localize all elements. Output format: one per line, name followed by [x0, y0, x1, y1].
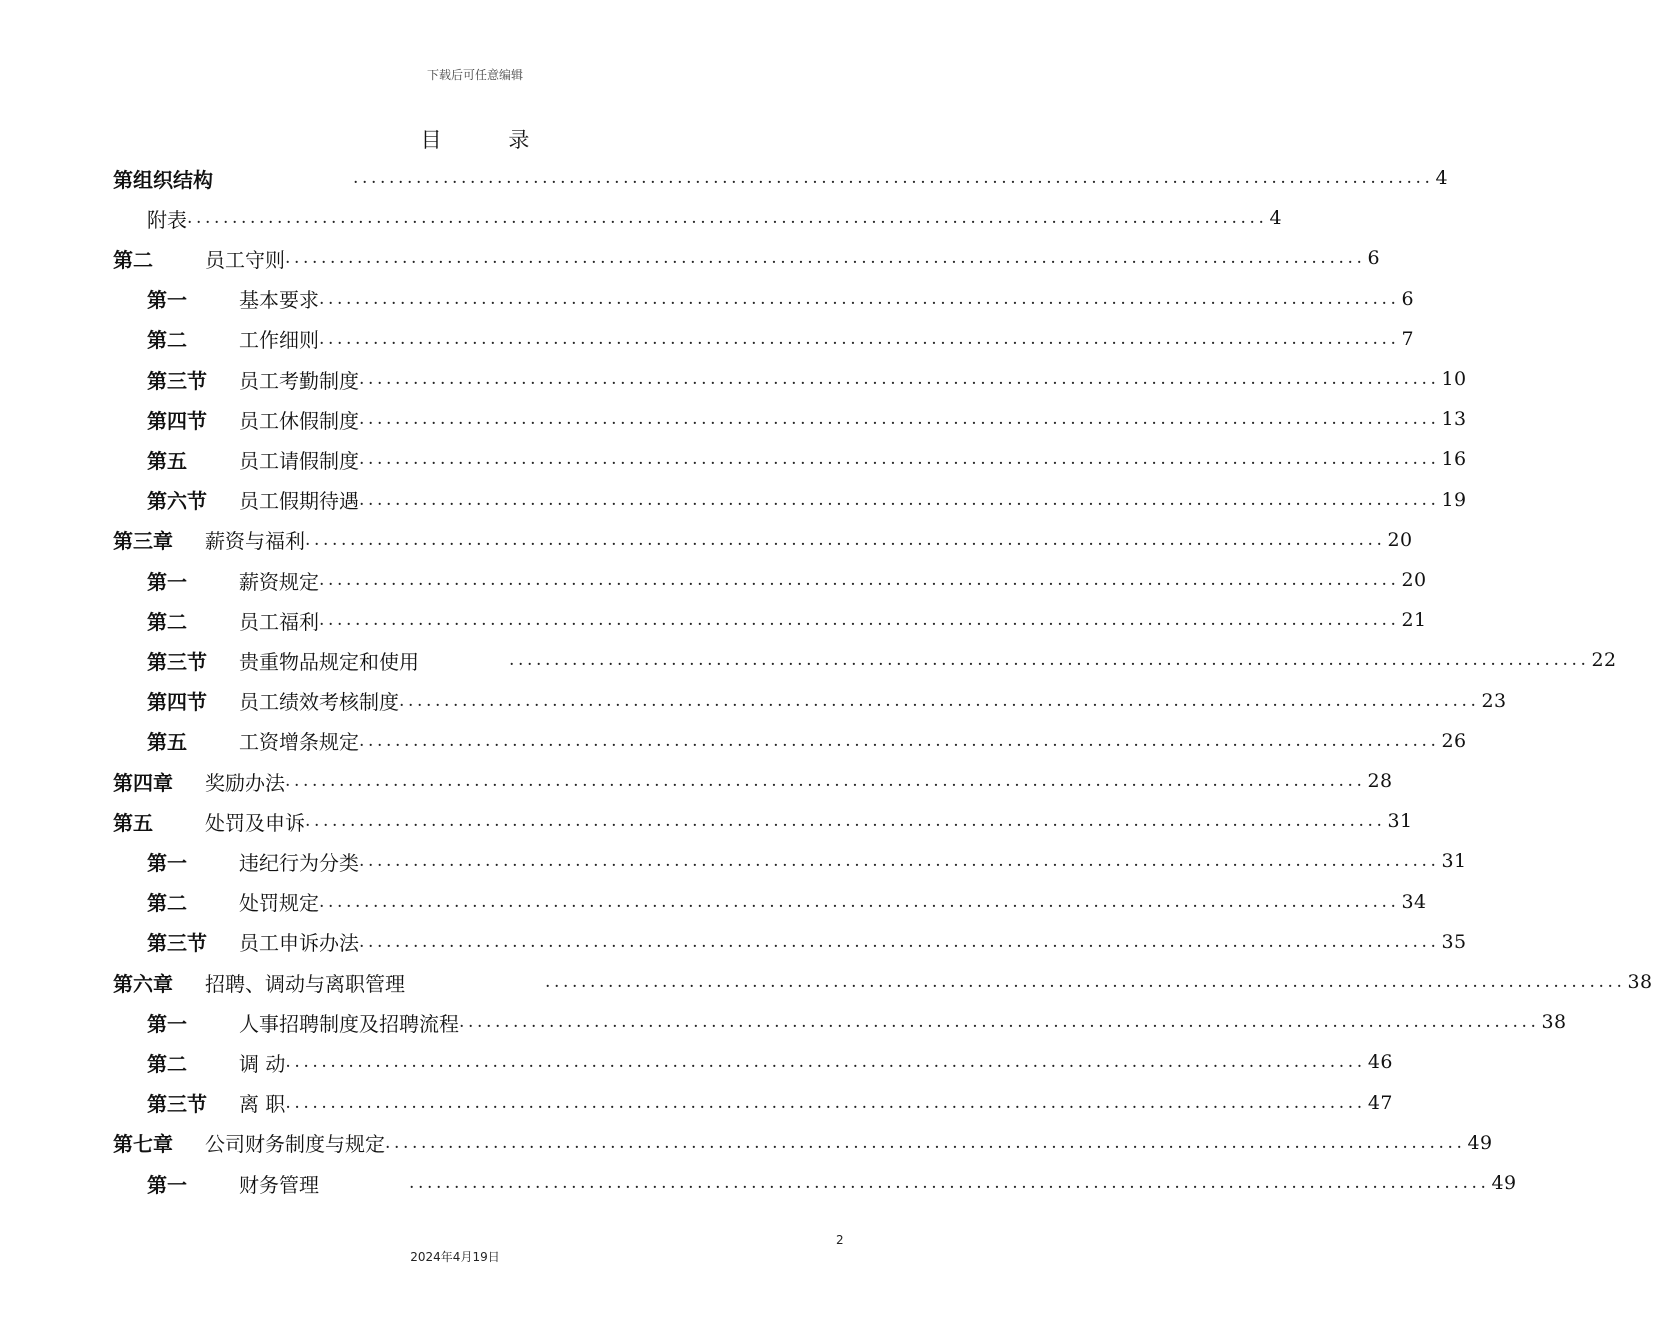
- toc-entry-label: [147, 1169, 319, 1198]
- toc-leader-dots: ........................................................................................................................: [399, 690, 1480, 711]
- toc-entry-label: [147, 284, 319, 313]
- toc-entry-title: 奖励办法: [205, 770, 285, 795]
- toc-entry-page: 6: [1401, 287, 1415, 310]
- toc-entry[interactable]: [113, 525, 1413, 555]
- toc-entry-label: [147, 405, 359, 434]
- toc-leader-dots: ........................................................................................................................: [409, 1173, 1490, 1193]
- toc-leader-dots: ........................................................................................................................: [359, 369, 1440, 389]
- toc-entry-number: 第四节: [147, 408, 207, 433]
- toc-entry-page: 4: [1435, 167, 1449, 189]
- toc-entry-page: 34: [1401, 890, 1427, 913]
- toc-entry-page: 19: [1441, 488, 1467, 511]
- toc-entry-number: 第四节: [147, 690, 207, 715]
- toc-leader-dots: ........................................................................................................................: [319, 610, 1400, 631]
- toc-leader-dots: ........................................................................................................................: [353, 168, 1434, 188]
- toc-entry[interactable]: [113, 766, 1393, 796]
- footer-date: 2024年4月19日: [410, 1250, 500, 1264]
- toc-entry-title: 处罚规定: [239, 891, 319, 916]
- toc-entry[interactable]: [147, 927, 1467, 957]
- toc-entry[interactable]: [147, 485, 1467, 515]
- toc-entry-number: 第一: [147, 569, 187, 594]
- toc-entry-number: 第二: [147, 1051, 187, 1076]
- toc-entry-page: 38: [1541, 1011, 1567, 1034]
- toc-entry-number: 第二: [147, 891, 187, 916]
- toc-entry[interactable]: [147, 1007, 1567, 1037]
- toc-leader-dots: ........................................................................................................................: [319, 570, 1400, 590]
- toc-entry-title: 员工绩效考核制度: [239, 690, 399, 715]
- toc-entry-label: [147, 324, 319, 353]
- toc-leader-dots: ........................................................................................................................: [305, 529, 1386, 550]
- toc-entry-title: 员工考勤制度: [239, 368, 359, 393]
- toc-entry-title: 处罚及申诉: [205, 810, 305, 835]
- toc-entry-title: 员工请假制度: [239, 448, 359, 473]
- toc-leader-dots: ........................................................................................................................: [319, 891, 1400, 912]
- toc-entry-page: 21: [1401, 609, 1427, 632]
- toc-leader-dots: ........................................................................................................................: [545, 972, 1626, 992]
- toc-entry-title: 贵重物品规定和使用: [239, 649, 419, 674]
- toc-entry-number: 第五: [147, 448, 187, 473]
- toc-entry-label: [147, 566, 319, 595]
- toc-leader-dots: ........................................................................................................................: [187, 208, 1268, 229]
- toc-entry-title: 调 动: [239, 1051, 286, 1076]
- toc-entry-page: 35: [1441, 930, 1467, 953]
- toc-leader-dots: ........................................................................................................................: [359, 730, 1440, 751]
- toc-entry-number: 第一: [147, 1172, 187, 1197]
- toc-leader-dots: ........................................................................................................................: [285, 771, 1366, 791]
- toc-entry[interactable]: [113, 1128, 1493, 1158]
- toc-entry-page: 38: [1627, 971, 1653, 993]
- toc-entry-page: 22: [1591, 649, 1617, 672]
- toc-entry-label: [113, 807, 305, 836]
- toc-entry-title: 薪资与福利: [205, 529, 305, 554]
- toc-entry[interactable]: [147, 605, 1427, 635]
- toc-leader-dots: ........................................................................................................................: [285, 248, 1366, 269]
- toc-entry-number: 第一: [147, 850, 187, 875]
- toc-entry-label: [147, 847, 359, 876]
- toc-entry[interactable]: [147, 1088, 1394, 1118]
- toc-entry-page: 7: [1401, 327, 1415, 350]
- toc-entry-label: [147, 1088, 285, 1117]
- toc-entry-label: [147, 606, 319, 635]
- toc-entry[interactable]: [147, 203, 1283, 233]
- toc-entry-title: 薪资规定: [239, 569, 319, 594]
- toc-entry-page: 31: [1387, 810, 1413, 833]
- toc-entry-title: 人事招聘制度及招聘流程: [239, 1011, 459, 1036]
- toc-entry-page: 4: [1269, 207, 1283, 230]
- toc-leader-dots: ........................................................................................................................: [359, 489, 1440, 510]
- toc-entry-label: [147, 1008, 459, 1037]
- toc-entry-label: [113, 525, 305, 554]
- toc-entry-number: 第五: [113, 810, 153, 835]
- header-note: 下载后可任意编辑: [426, 68, 523, 82]
- toc-entry[interactable]: [113, 967, 1653, 997]
- toc-entry-label: [147, 927, 359, 956]
- toc-leader-dots: ........................................................................................................................: [459, 1012, 1540, 1033]
- toc-entry-title: 员工申诉办法: [239, 931, 359, 956]
- toc-entry-number: 第组织结构: [113, 167, 213, 192]
- toc-entry[interactable]: [147, 284, 1415, 314]
- toc-entry-page: 49: [1467, 1131, 1493, 1154]
- toc-leader-dots: ........................................................................................................................: [385, 1132, 1466, 1153]
- toc-entry-label: [113, 1128, 385, 1157]
- toc-entry-title: 员工假期待遇: [239, 489, 359, 514]
- toc-entry-page: 49: [1491, 1172, 1517, 1194]
- toc-entry-number: 第五: [147, 730, 187, 755]
- toc-entry-label: [147, 1048, 285, 1077]
- toc-entry[interactable]: [147, 565, 1427, 595]
- toc-entry-number: 第四章: [113, 770, 173, 795]
- toc-entry[interactable]: [147, 726, 1467, 756]
- toc-entry-title: 工作细则: [239, 328, 319, 353]
- toc-entry-number: 第二: [147, 609, 187, 634]
- toc-entry-number: 第六章: [113, 971, 173, 996]
- toc-entry-number: 第三节: [147, 1092, 207, 1117]
- toc-leader-dots: ........................................................................................................................: [359, 409, 1440, 430]
- toc-entry-number: 第二: [113, 247, 153, 272]
- toc-entry-number: 第七章: [113, 1132, 173, 1157]
- toc-entry[interactable]: [147, 364, 1467, 394]
- toc-entry-label: [147, 445, 359, 474]
- toc-entry[interactable]: [147, 887, 1427, 917]
- toc-entry-label: [147, 887, 319, 916]
- toc-entry-title: 公司财务制度与规定: [205, 1132, 385, 1157]
- toc-entry-page: 16: [1441, 448, 1467, 471]
- toc-entry[interactable]: [113, 806, 1413, 836]
- toc-entry[interactable]: [147, 404, 1467, 434]
- toc-entry-page: 31: [1441, 850, 1467, 873]
- toc-entry-number: 第二: [147, 328, 187, 353]
- toc-entry-title: 附表: [147, 207, 187, 232]
- toc-leader-dots: ........................................................................................................................: [319, 288, 1400, 309]
- toc-entry-page: 20: [1387, 528, 1413, 551]
- toc-entry-label: [113, 244, 285, 273]
- toc-leader-dots: ........................................................................................................................: [305, 811, 1386, 832]
- toc-entry-title: 员工守则: [205, 247, 285, 272]
- toc-leader-dots: ........................................................................................................................: [509, 650, 1590, 671]
- toc-leader-dots: ........................................................................................................................: [359, 851, 1440, 872]
- toc-entry[interactable]: [147, 645, 1617, 675]
- toc-entry[interactable]: [113, 243, 1381, 273]
- toc-entry-label: [147, 204, 187, 233]
- toc-entry-page: 6: [1367, 247, 1381, 270]
- toc-leader-dots: ........................................................................................................................: [359, 449, 1440, 470]
- toc-leader-dots: ........................................................................................................................: [285, 1052, 1366, 1073]
- toc-entry[interactable]: [147, 846, 1467, 876]
- toc-entry[interactable]: [147, 1168, 1517, 1198]
- toc-entry[interactable]: [147, 1047, 1394, 1077]
- toc-leader-dots: ........................................................................................................................: [285, 1092, 1366, 1113]
- toc-entry-number: 第一: [147, 288, 187, 313]
- toc-entry-number: 第一: [147, 1011, 187, 1036]
- toc-entry-label: [113, 164, 213, 193]
- toc-entry[interactable]: [147, 686, 1507, 716]
- toc-entry-page: 26: [1441, 729, 1467, 752]
- toc-entry[interactable]: [147, 324, 1415, 354]
- toc-entry-number: 第三节: [147, 649, 207, 674]
- toc-leader-dots: ........................................................................................................................: [319, 328, 1400, 349]
- toc-entry-page: 28: [1367, 770, 1393, 792]
- toc-entry-number: 第三章: [113, 529, 173, 554]
- toc-title: 目 录: [420, 128, 560, 152]
- toc-entry-title: 招聘、调动与离职管理: [205, 971, 405, 996]
- toc-entry-title: 员工福利: [239, 609, 319, 634]
- toc-entry-label: [147, 726, 359, 755]
- toc-entry-label: [113, 767, 285, 796]
- toc-entry-page: 20: [1401, 569, 1427, 591]
- toc-entry-page: 47: [1367, 1091, 1394, 1114]
- toc-entry-page: 46: [1367, 1051, 1394, 1074]
- toc-entry-label: [147, 686, 399, 715]
- toc-entry-title: 违纪行为分类: [239, 850, 359, 875]
- toc-entry-number: 第六节: [147, 489, 207, 514]
- toc-entry-title: 离 职: [239, 1092, 286, 1117]
- toc-entry-title: 基本要求: [239, 288, 319, 313]
- toc-entry-label: [147, 365, 359, 394]
- page-number: 2: [836, 1233, 844, 1247]
- toc-entry-page: 10: [1441, 368, 1467, 390]
- toc-entry-number: 第三节: [147, 368, 207, 393]
- toc-entry-title: 员工休假制度: [239, 408, 359, 433]
- toc-entry-number: 第三节: [147, 931, 207, 956]
- toc-entry-page: 23: [1481, 689, 1507, 712]
- toc-entry-label: [147, 485, 359, 514]
- toc-entry-page: 13: [1441, 408, 1467, 431]
- toc-entry-label: [147, 646, 419, 675]
- toc-entry[interactable]: [113, 163, 1449, 193]
- toc-entry-title: 工资增条规定: [239, 730, 359, 755]
- toc-entry-label: [113, 968, 405, 997]
- toc-leader-dots: ........................................................................................................................: [359, 931, 1440, 952]
- toc-entry-title: 财务管理: [239, 1172, 319, 1197]
- toc-entry[interactable]: [147, 444, 1467, 474]
